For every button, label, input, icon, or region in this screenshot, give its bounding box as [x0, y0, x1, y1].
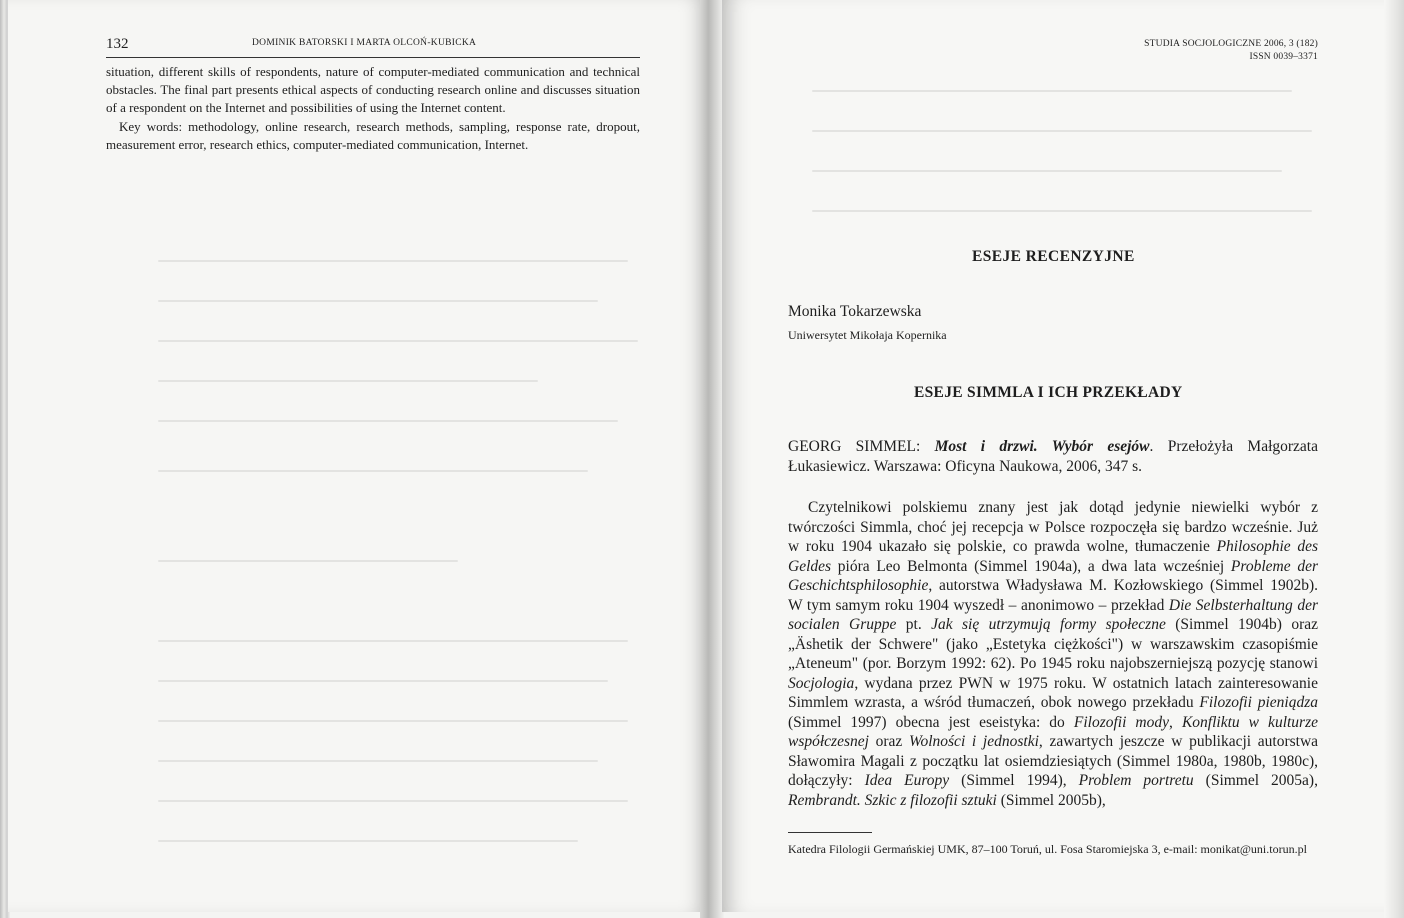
book-publication: . Przełożyła Małgorzata Łukasiewicz. Warszawa: Oficyna Naukowa, 2006, 347 s.: [788, 438, 1318, 475]
footnote: Katedra Filologii Germańskiej UMK, 87–100 Toruń, ul. Fosa Staromiejska 3, e-mail: monikat@uni.torun.pl: [788, 842, 1307, 856]
left-page-header: [106, 36, 640, 58]
work-title: Probleme der Geschichtsphilosophie: [788, 557, 1318, 594]
work-title: Socjologia: [788, 674, 855, 692]
abstract-paragraph: situation, different skills of respondents, nature of computer-mediated communication and technical obstacles. The final part presents ethical aspects of conducting research online and discusses situation of a respondent on the Internet and possibilities of using the Internet content.: [106, 64, 640, 116]
work-title: Konfliktu w kulturze współczesnej: [788, 713, 1318, 750]
work-title: Filozofii mody: [1073, 713, 1170, 731]
body-text: pt.: [896, 616, 932, 633]
keywords-paragraph: Key words: methodology, online research, research methods, sampling, response rate, dropout, measurement error, research ethics, computer-mediated communication, Internet.: [106, 118, 640, 152]
body-text: (Simmel 2005a),: [1193, 772, 1318, 789]
work-title: Rembrandt. Szkic z filozofii sztuki: [788, 791, 997, 809]
abstract-text: [106, 63, 640, 154]
body-text: (Simmel 1994),: [949, 772, 1079, 789]
body-text: Czytelnikowi polskiemu znany jest jak dotąd jedynie niewielki wybór z twórczości Simmla, choć jej recepcja w Polsce rozpoczęła się bardzo wcześnie. Już w roku 1904 ukazało się polskie, co prawda wolne, tłumaczenie: [788, 499, 1318, 555]
work-title: Jak się utrzymują formy społeczne: [931, 616, 1166, 633]
body-text: (Simmel 2005b),: [996, 791, 1106, 809]
body-text: , zawartych jeszcze w publikacji autorstwa Sławomira Magali z początku lat osiemdziesiątych (Simmel 1980a, 1980b, 1980c), dołączyły:: [788, 733, 1319, 789]
body-text: pióra Leo Belmonta (Simmel 1904a), a dwa lata wcześniej: [831, 557, 1231, 575]
work-title: Philosophie des Geldes: [788, 538, 1318, 575]
page-edge: [1384, 0, 1404, 918]
body-text: (Simmel 1997) obecna jest eseistyka: do: [788, 713, 1074, 731]
page-gutter: [700, 0, 724, 918]
body-text: ,: [1169, 713, 1182, 731]
book-author: GEORG SIMMEL:: [788, 438, 935, 455]
work-title: Die Selbsterhaltung der socialen Gruppe: [788, 596, 1319, 633]
essay-body: [788, 498, 1318, 810]
work-title: Idea Europy: [864, 772, 950, 789]
section-heading: ESEJE RECENZYJNE: [972, 248, 1135, 265]
body-text: , autorstwa Władysława M. Kozłowskiego (Simmel 1902b). W tym samym roku 1904 wyszedł – anonimowo – przekład: [788, 577, 1318, 614]
author-affiliation: Uniwersytet Mikołaja Kopernika: [788, 328, 947, 342]
body-paragraph: [788, 498, 1318, 810]
work-title: Filozofii pieniądza: [1199, 694, 1318, 711]
work-title: Wolności i jednostki: [908, 733, 1039, 750]
journal-info: [1132, 38, 1318, 64]
book-title: Most i drzwi. Wybór esejów: [934, 438, 1150, 455]
page-number: 132: [106, 36, 129, 52]
body-text: oraz: [868, 733, 909, 750]
header-rule: [106, 57, 640, 58]
journal-name: STUDIA SOCJOLOGICZNE 2006, 3 (182): [1144, 39, 1318, 49]
author-name: Monika Tokarzewska: [788, 303, 922, 320]
running-head: DOMINIK BATORSKI I MARTA OLCOŃ-KUBICKA: [252, 38, 477, 48]
body-text: (Simmel 1904b) oraz „Äshetik der Schwere" (jako „Estetyka ciężkości") w warszawskim czasopiśmie „Ateneum" (por. Borzym 1992: 62). Po 1945 roku najobszerniejszą pozycję stanowi: [788, 616, 1318, 672]
article-title: ESEJE SIMMLA I ICH PRZEKŁADY: [914, 384, 1183, 401]
work-title: Problem portretu: [1078, 772, 1194, 789]
footnote-rule: [788, 832, 872, 833]
body-text: , wydana przez PWN w 1975 roku. W ostatnich latach zainteresowanie Simmlem wzrasta, a wśród tłumaczeń, obok nowego przekładu: [788, 674, 1318, 711]
reviewed-book-citation: [788, 437, 1318, 476]
journal-issn: ISSN 0039–3371: [1249, 52, 1318, 62]
